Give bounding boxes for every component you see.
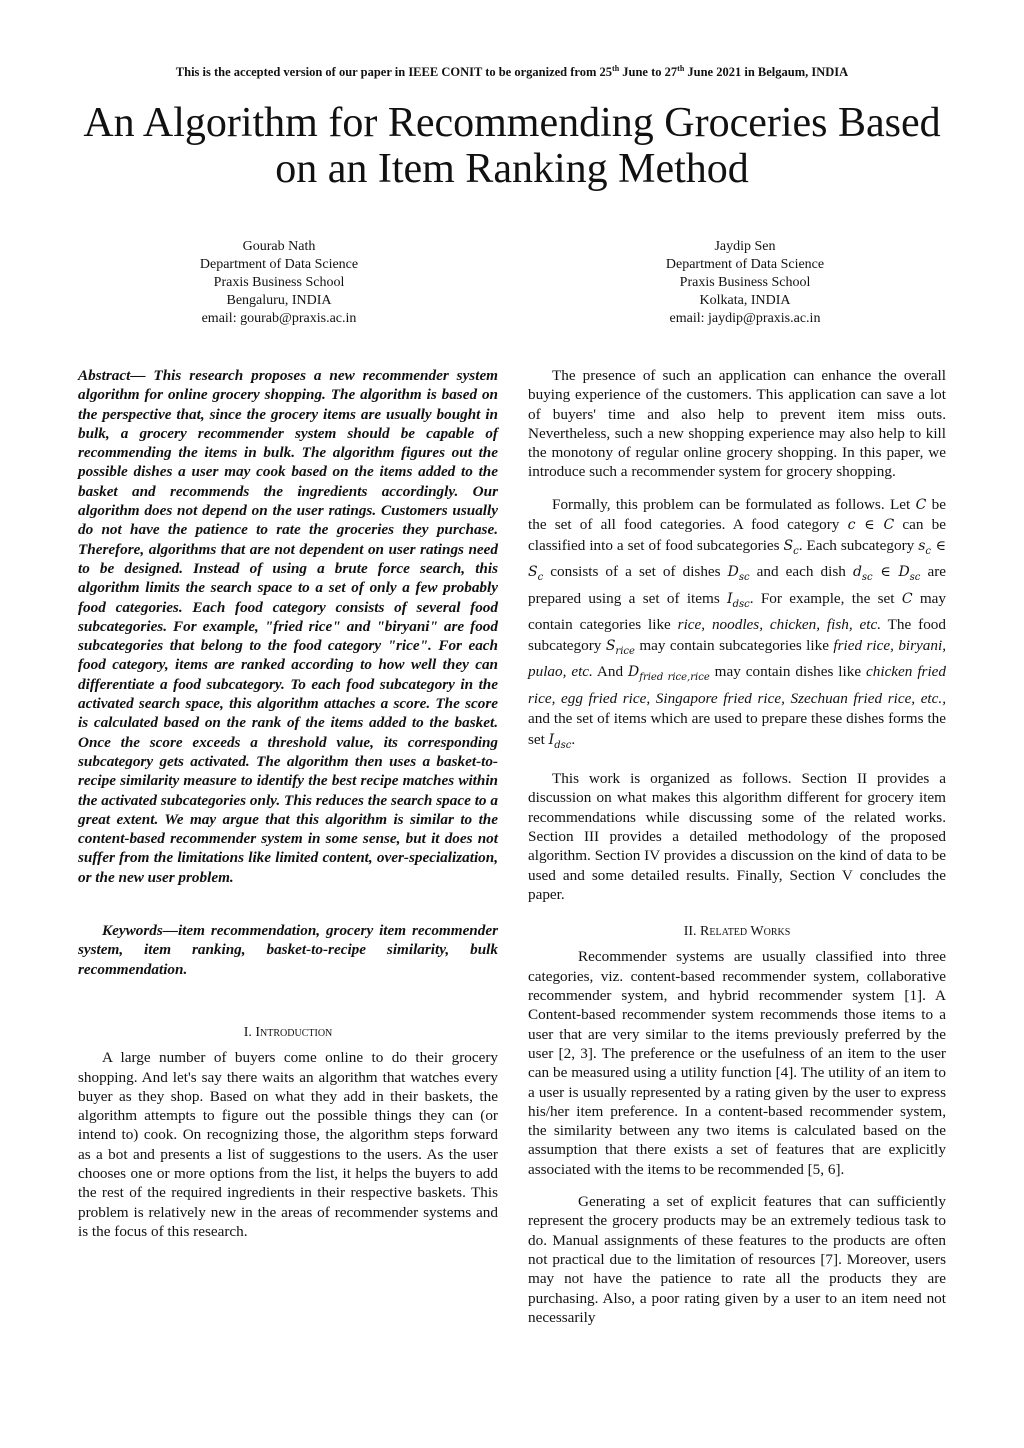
formal-definition-paragraph: Formally, this problem can be formulated as follows. Let C be the set of all food categories. A food category c ∈ C can be classified into a set of food subcategories $S_c$. Each subcategory $s_c$ ∈ $S_c$ consists of a set of dishes $D_{sc}$ and each dish $d_{sc}$ ∈ $D_{sc}$ are prepared using a set of items $I_{dsc}$. For example, the set C may contain categories like rice, noodles, chicken, fish, etc. The food subcategory $S_{rice}$ may contain subcategories like fried rice, biryani, pulao, etc. And $D_{fried rice,rice}$ may contain dishes like chicken fried rice, egg fried rice, Singapore fried rice, Szechuan fried rice, etc., and the set of items which are used to prepare these dishes forms the set $I_{dsc}$. [528, 495, 947, 751]
author-city: Kolkata, INDIA [699, 293, 791, 308]
keywords: Keywords—item recommendation, grocery item recommender system, item ranking, basket-to-recipe similarity, bulk recommendation. [78, 922, 498, 978]
author-school: Praxis Business School [679, 275, 811, 290]
left-column [78, 366, 498, 1241]
section-heading-related-works: II. Related Works [683, 924, 791, 940]
author-block-1 [129, 238, 429, 328]
abstract: Abstract— This research proposes a new recommender system algorithm for online grocery shopping. The algorithm is based on the perspective that, since the grocery items are usually bought in bulk, a grocery recommender system should be capable of recommending the items in bulk. The algorithm figures out the possible dishes a user may cook based on the items added to the basket and recommends the ingredients accordingly. Our algorithm does not depend on the user ratings. Customers usually do not have the patience to rate the groceries they purchase. Therefore, algorithms that are not dependent on user ratings need to be designed. Instead of using a brute force search, this algorithm limits the search space to a set of only a few probably food categories. Each food category consists of several food subcategories. For example, "fried rice" and "biryani" are food subcategories that belong to the food category "rice". For each food category, items are ranked according to how well they can differentiate a food subcategory. To each food subcategory in the activated search space, this algorithm attaches a score. The score is calculated based on the rank of the items added to the basket. Once the score exceeds a threshold value, its corresponding subcategory gets activated. The algorithm then uses a basket-to-recipe similarity measure to identify the best recipe matches within the activated subcategories only. This reduces the search space to a great extent. We may argue that this algorithm is similar to the content-based recommender system in some sense, but it does not suffer from the limitations like limited content, over-specialization, or the new user problem. [78, 367, 498, 886]
author-dept: Department of Data Science [199, 257, 359, 272]
author-city: Bengaluru, INDIA [226, 293, 332, 308]
author-email[interactable]: email: gourab@praxis.ac.in [201, 311, 357, 326]
title-line-1: An Algorithm for Recommending Groceries Based [83, 100, 941, 146]
header-note: This is the accepted version of our paper in IEEE CONIT to be organized from 25th June to 27th June 2021 in Belgaum, INDIA [175, 64, 849, 80]
author-dept: Department of Data Science [665, 257, 825, 272]
author-block-2 [595, 238, 895, 328]
intro-paragraph: A large number of buyers come online to do their grocery shopping. And let's say there waits an algorithm that watches every buyer as they shop. Based on what they add in their baskets, the algorithm attempts to figure out the possible things they can (or intend to) cook. On recognizing those, the algorithm steps forward as a bot and presents a list of suggestions to the users. As the user chooses one or more options from the list, it helps the buyers to add the rest of the required ingredients in their respective baskets. This problem is relatively new in the areas of recommender systems and is the focus of this research. [78, 1049, 498, 1240]
author-school: Praxis Business School [213, 275, 345, 290]
features-paragraph: Generating a set of explicit features that can sufficiently represent the grocery products may be an extremely tedious task to do. Manual assignments of these features to the products are often not practical due to the limitation of resources [7]. Moreover, users may not have the patience to rate all the products they are purchasing. Also, a poor rating given by a user to an item need not necessarily [528, 1193, 946, 1326]
right-column [528, 366, 946, 1327]
author-name: Jaydip Sen [714, 239, 776, 254]
section-heading-introduction: I. Introduction [243, 1024, 333, 1040]
organization-paragraph: This work is organized as follows. Section II provides a discussion on what makes this algorithm different for grocery item recommendations while discussing some of the related works. Section III provides a detailed methodology of the proposed algorithm. Section IV provides a discussion on the kind of data to be used and some detailed results. Finally, Section V concludes the paper. [528, 770, 946, 903]
intro-paragraph-2: The presence of such an application can enhance the overall buying experience of the customers. This application can save a lot of buyers' time and also help to prevent item miss outs. Nevertheless, such a new shopping experience may also help to kill the monotony of regular online grocery shopping. In this paper, we introduce such a recommender system for grocery shopping. [528, 367, 946, 481]
author-email[interactable]: email: jaydip@praxis.ac.in [669, 311, 821, 326]
title-line-2: on an Item Ranking Method [275, 146, 749, 192]
paper-title [60, 100, 964, 192]
author-name: Gourab Nath [242, 239, 316, 254]
related-works-paragraph: Recommender systems are usually classified into three categories, viz. content-based recommender system, collaborative recommender system, and hybrid recommender system [1]. A Content-based recommender system recommends those items to a user that are very similar to the items previously preferred by the user [2, 3]. The preference or the usefulness of an item to the user can be measured using a utility function [4]. The utility of an item to a user is usually represented by a rating given by the user to express his/her item preference. In a content-based recommender system, the similarity between any two items is calculated based on the assumption that there exists a set of features that are explicitly associated with the items to be recommended [5, 6]. [528, 948, 946, 1178]
